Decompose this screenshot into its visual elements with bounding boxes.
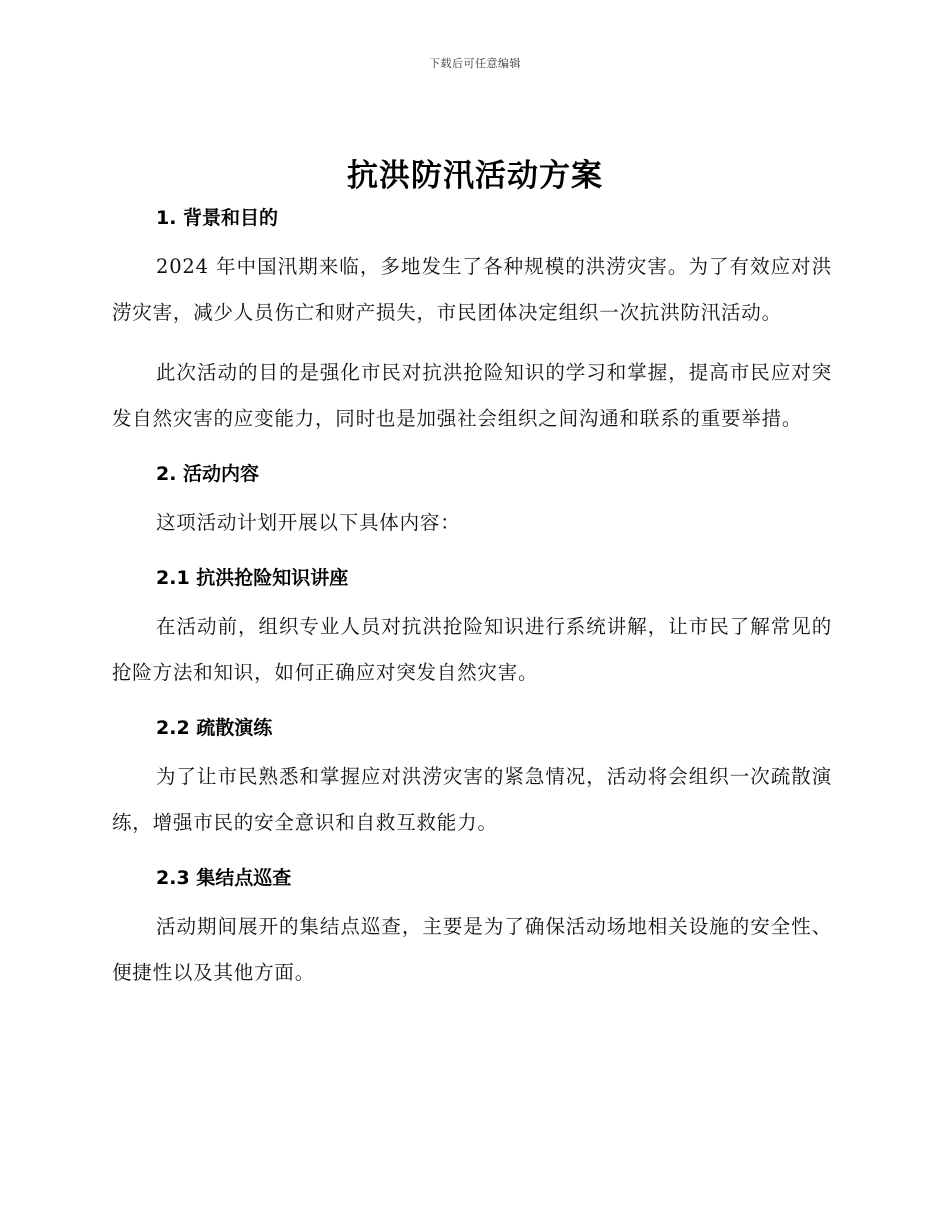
document-title: 抗洪防汛活动方案	[347, 158, 603, 194]
section-heading-evacuation-drill: 2.2 疏散演练	[156, 717, 273, 739]
section-heading-background: 1. 背景和目的	[156, 207, 279, 229]
paragraph-evacuation-drill: 为了让市民熟悉和掌握应对洪涝灾害的紧急情况，活动将会组织一次疏散演练，增强市民的安全意识和自救互救能力。	[112, 765, 832, 834]
document-body	[112, 200, 832, 996]
paragraph-lecture: 在活动前，组织专业人员对抗洪抢险知识进行系统讲解，让市民了解常见的抢险方法和知识，如何正确应对突发自然灾害。	[112, 615, 832, 684]
header-note: 下载后可任意编辑	[429, 57, 521, 70]
paragraph-assembly-inspection: 活动期间展开的集结点巡查，主要是为了确保活动场地相关设施的安全性、便捷性以及其他方面。	[112, 915, 832, 984]
paragraph-purpose: 此次活动的目的是强化市民对抗洪抢险知识的学习和掌握，提高市民应对突发自然灾害的应变能力，同时也是加强社会组织之间沟通和联系的重要举措。	[112, 361, 832, 430]
paragraph-activity-intro: 这项活动计划开展以下具体内容：	[156, 511, 461, 534]
section-heading-lecture: 2.1 抗洪抢险知识讲座	[156, 567, 349, 589]
paragraph-background: 2024 年中国汛期来临，多地发生了各种规模的洪涝灾害。为了有效应对洪涝灾害，减少人员伤亡和财产损失，市民团体决定组织一次抗洪防汛活动。	[112, 255, 832, 324]
section-heading-activity-content: 2. 活动内容	[156, 463, 260, 485]
section-heading-assembly-inspection: 2.3 集结点巡查	[156, 867, 292, 889]
